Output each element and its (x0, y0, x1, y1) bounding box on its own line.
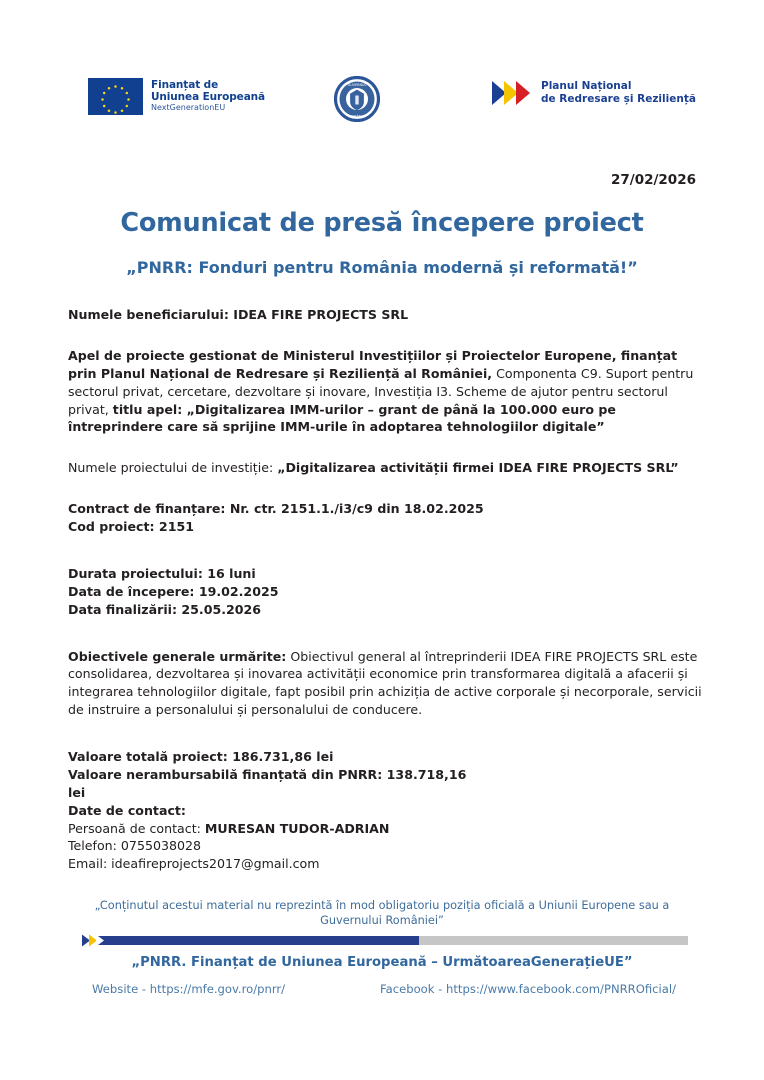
website-link[interactable]: Website - https://mfe.gov.ro/pnrr/ (92, 982, 286, 996)
document-date: 27/02/2026 (610, 172, 696, 188)
call-paragraph (68, 347, 704, 436)
objectives-paragraph (68, 648, 704, 720)
duration-text: Durata proiectului: 16 luni (68, 565, 256, 581)
objectives-text: Obiectivul general al întreprinderii IDEA FIRE PROJECTS SRL este consolidarea, dezvoltarea și inovarea activității economice prin transformarea digitală a afacerii și integrarea tehnologiilor digitale, fapt posibil prin achiziția de active corporale și necorporale, servicii de instruire a personalului și personalului de conducere. (68, 648, 702, 718)
pnrr-flag-bar-icon (68, 934, 696, 947)
beneficiary-value: IDEA FIRE PROJECTS SRL (233, 307, 409, 322)
page-subtitle: „PNRR: Fonduri pentru România modernă și reformată!” (126, 258, 638, 277)
contact-person-label: Persoană de contact: (68, 820, 205, 836)
objectives-label: Obiectivele generale urmărite: (68, 648, 287, 664)
total-value-text: Valoare totală proiect: 186.731,86 lei (68, 749, 334, 764)
pnrr-logo-line2: de Redresare și Reziliență (541, 93, 696, 105)
grant-value-line-2 (68, 784, 704, 802)
email-line (68, 855, 704, 873)
pnrr-logo-text (541, 80, 696, 105)
svg-text:ROMÂNIEI: ROMÂNIEI (348, 114, 366, 119)
page-title: Comunicat de presă începere proiect (120, 208, 644, 238)
footer-slogan: „PNRR. Finanțat de Uniunea Europeană – UrmătoareaGenerațieUE” (131, 955, 633, 970)
romania-government-seal-icon (334, 76, 380, 122)
document-body (68, 306, 704, 873)
beneficiary-label: Numele beneficiarului: (68, 307, 234, 322)
contract-line (68, 500, 704, 518)
pnrr-logo-line1: Planul Național (541, 80, 632, 93)
call-bold-part-2: titlu apel: „Digitalizarea IMM-urilor – grant de până la 100.000 euro pe întreprindere care să sprijine IMM-urile în adoptarea tehnologiilor digitale” (68, 401, 616, 435)
spacer (68, 733, 704, 748)
email-text: Email: ideafireprojects2017@gmail.com (68, 856, 320, 872)
project-name-label: Numele proiectului de investiție: (68, 460, 278, 476)
eu-logo-line2: Uniunea Europeană (151, 90, 266, 103)
eu-stars-icon (88, 78, 143, 115)
footer-links-row (68, 982, 696, 996)
project-code-text: Cod proiect: 2151 (68, 519, 194, 534)
start-date-text: Data de începere: 19.02.2025 (68, 583, 279, 599)
government-seal-svg (334, 76, 380, 122)
contact-header-text: Date de contact: (68, 802, 186, 818)
svg-text:GUVERNUL: GUVERNUL (347, 83, 367, 88)
contact-person-value: MURESAN TUDOR-ADRIAN (204, 820, 390, 836)
spacer (68, 338, 704, 347)
pnrr-logo (492, 80, 696, 106)
start-date-line (68, 583, 704, 601)
duration-line (68, 565, 704, 583)
eu-logo-text (151, 80, 265, 113)
spacer (68, 491, 704, 500)
total-value-line (68, 748, 704, 766)
call-bold-part-1: Apel de proiecte gestionat de Ministerul Investițiilor și Proiectelor Europene, finanțat prin Planul Național de Redresare și Reziliență al României, (68, 347, 678, 381)
spacer (68, 550, 704, 565)
contact-header-line (68, 802, 704, 820)
flag-bar-arrows-icon (82, 934, 122, 947)
facebook-link[interactable]: Facebook - https://www.facebook.com/PNRROficial/ (380, 982, 676, 996)
grant-value-line (68, 766, 704, 784)
project-name-value: „Digitalizarea activității firmei IDEA FIRE PROJECTS SRL” (277, 460, 679, 476)
contract-text: Contract de finanțare: Nr. ctr. 2151.1./i3/c9 din 18.02.2025 (68, 501, 484, 517)
flag-bar-blue-segment (96, 936, 419, 945)
eu-funding-logo (88, 78, 265, 115)
grant-value-text-2: lei (68, 784, 86, 800)
spacer (68, 633, 704, 648)
contact-person-line (68, 820, 704, 838)
document-footer (68, 898, 696, 997)
eu-flag-icon (88, 78, 143, 115)
spacer (68, 450, 704, 459)
phone-text: Telefon: 0755038028 (68, 838, 202, 854)
phone-line (68, 837, 704, 855)
call-normal-part: Componenta C9. Suport pentru sectorul privat, cercetare, dezvoltare și inovare, Investiția I3. Scheme de ajutor pentru sectorul privat, (68, 365, 694, 417)
end-date-line (68, 601, 704, 619)
logo-header-row (0, 78, 764, 126)
project-code-line (68, 518, 704, 536)
beneficiary-paragraph (68, 306, 704, 324)
pnrr-arrows-icon (492, 80, 532, 106)
grant-value-text: Valoare nerambursabilă finanțată din PNRR: 138.718,16 (68, 766, 467, 782)
flag-bar-grey-segment (419, 936, 688, 945)
disclaimer-text: „Conținutul acestui material nu reprezintă în mod obligatoriu poziția oficială a Uniunii Europene sau a Guvernului României” (94, 898, 670, 927)
eu-logo-line3: NextGenerationEU (151, 103, 226, 113)
eu-logo-line1: Finanțat de (151, 78, 219, 91)
project-name-paragraph (68, 459, 704, 477)
end-date-text: Data finalizării: 25.05.2026 (68, 601, 262, 617)
